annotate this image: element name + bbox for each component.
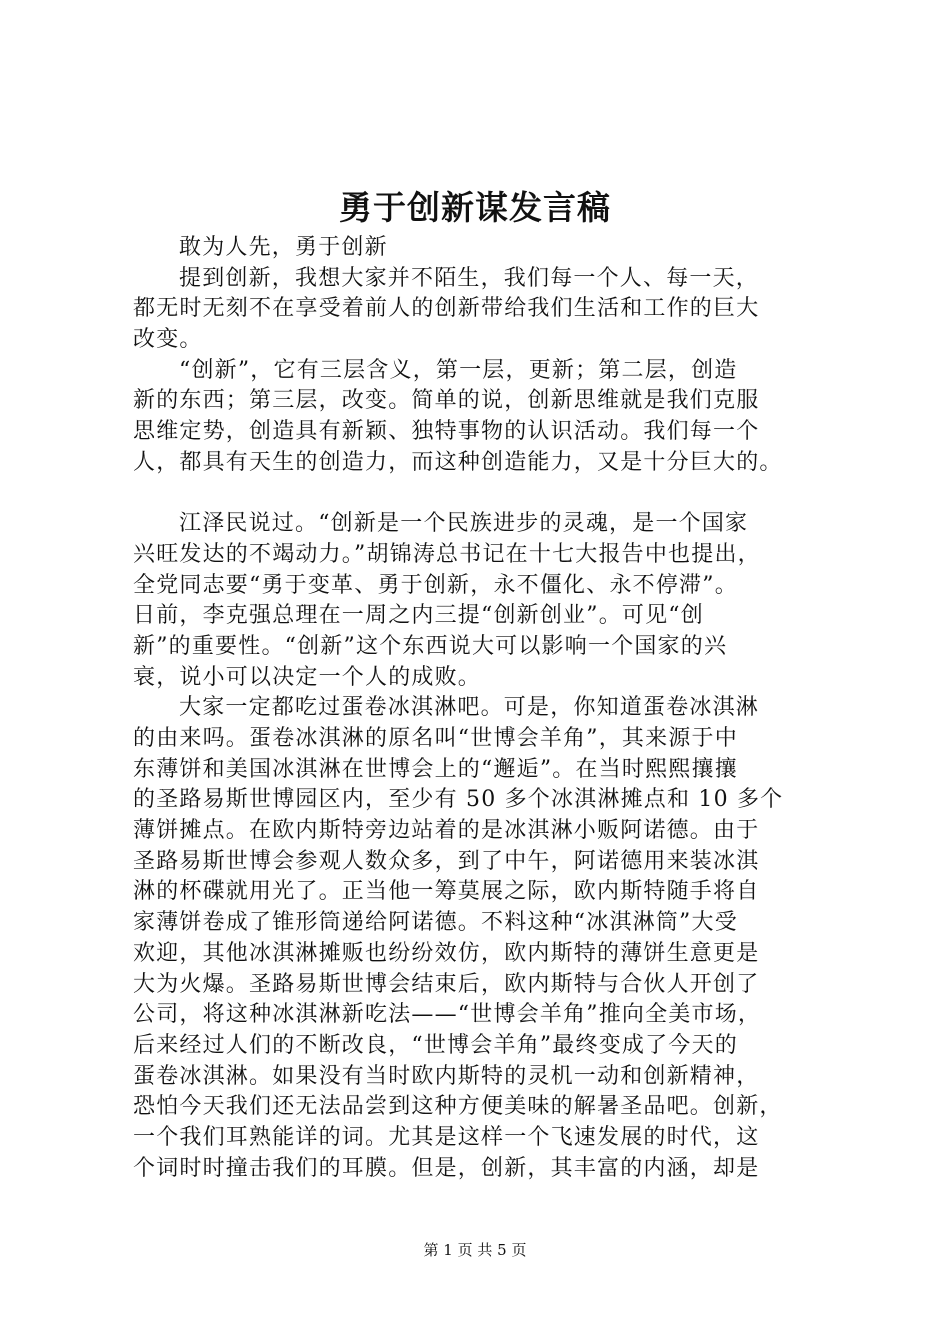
text-line: 圣路易斯世博会参观人数众多，到了中午，阿诺德用来装冰淇 [133,848,760,874]
text-line: 江泽民说过。“创新是一个民族进步的灵魂，是一个国家 [179,511,749,537]
text-line: 思维定势，创造具有新颖、独特事物的认识活动。我们每一个 [133,419,760,445]
text-line: 大为火爆。圣路易斯世博会结束后，欧内斯特与合伙人开创了 [133,971,760,997]
text-line: 人，都具有天生的创造力，而这种创造能力，又是十分巨大的。 [133,449,783,475]
text-line: 后来经过人们的不断改良，“世博会羊角”最终变成了今天的 [133,1032,738,1058]
text-line: 个词时时撞击我们的耳膜。但是，创新，其丰富的内涵，却是 [133,1155,760,1181]
text-line: 蛋卷冰淇淋。如果没有当时欧内斯特的灵机一动和创新精神， [133,1063,760,1089]
text-line: 的圣路易斯世博园区内，至少有 50 多个冰淇淋摊点和 10 多个 [133,787,784,813]
text-line: 新”的重要性。“创新”这个东西说大可以影响一个国家的兴 [133,633,728,659]
text-line: 全党同志要“勇于变革、勇于创新，永不僵化、永不停滞”。 [133,572,738,598]
text-line: 衰，说小可以决定一个人的成败。 [133,664,482,690]
text-line: 改变。 [133,327,203,353]
text-line: 恐怕今天我们还无法品尝到这种方便美味的解暑圣品吧。创新， [133,1094,783,1120]
text-line: 日前，李克强总理在一周之内三提“创新创业”。可见“创 [133,603,704,629]
text-line: 新的东西；第三层，改变。简单的说，创新思维就是我们克服 [133,388,760,414]
document-body [133,233,833,1184]
text-line: 薄饼摊点。在欧内斯特旁边站着的是冰淇淋小贩阿诺德。由于 [133,818,760,844]
text-line: 家薄饼卷成了锥形筒递给阿诺德。不料这种“冰淇淋筒”大受 [133,910,738,936]
text-line: 东薄饼和美国冰淇淋在世博会上的“邂逅”。在当时熙熙攘攘 [133,756,738,782]
text-line: “创新”，它有三层含义，第一层，更新；第二层，创造 [179,357,738,383]
text-line: 提到创新，我想大家并不陌生，我们每一个人、每一天， [179,265,760,291]
text-line: 淋的杯碟就用光了。正当他一筹莫展之际，欧内斯特随手将自 [133,879,760,905]
page-footer: 第 1 页 共 5 页 [423,1241,527,1259]
text-line: 一个我们耳熟能详的词。尤其是这样一个飞速发展的时代，这 [133,1124,760,1150]
text-line: 都无时无刻不在享受着前人的创新带给我们生活和工作的巨大 [133,296,760,322]
blank-line [133,479,833,510]
text-line: 公司，将这种冰淇淋新吃法——“世博会羊角”推向全美市场， [133,1002,762,1028]
text-line: 敢为人先，勇于创新 [179,235,388,260]
text-line: 大家一定都吃过蛋卷冰淇淋吧。可是，你知道蛋卷冰淇淋 [179,695,760,721]
document-title: 勇于创新谋发言稿 [339,188,611,227]
text-line: 欢迎，其他冰淇淋摊贩也纷纷效仿，欧内斯特的薄饼生意更是 [133,940,760,966]
text-line: 兴旺发达的不竭动力。”胡锦涛总书记在十七大报告中也提出， [133,541,761,567]
text-line: 的由来吗。蛋卷冰淇淋的原名叫“世博会羊角”，其来源于中 [133,726,738,751]
